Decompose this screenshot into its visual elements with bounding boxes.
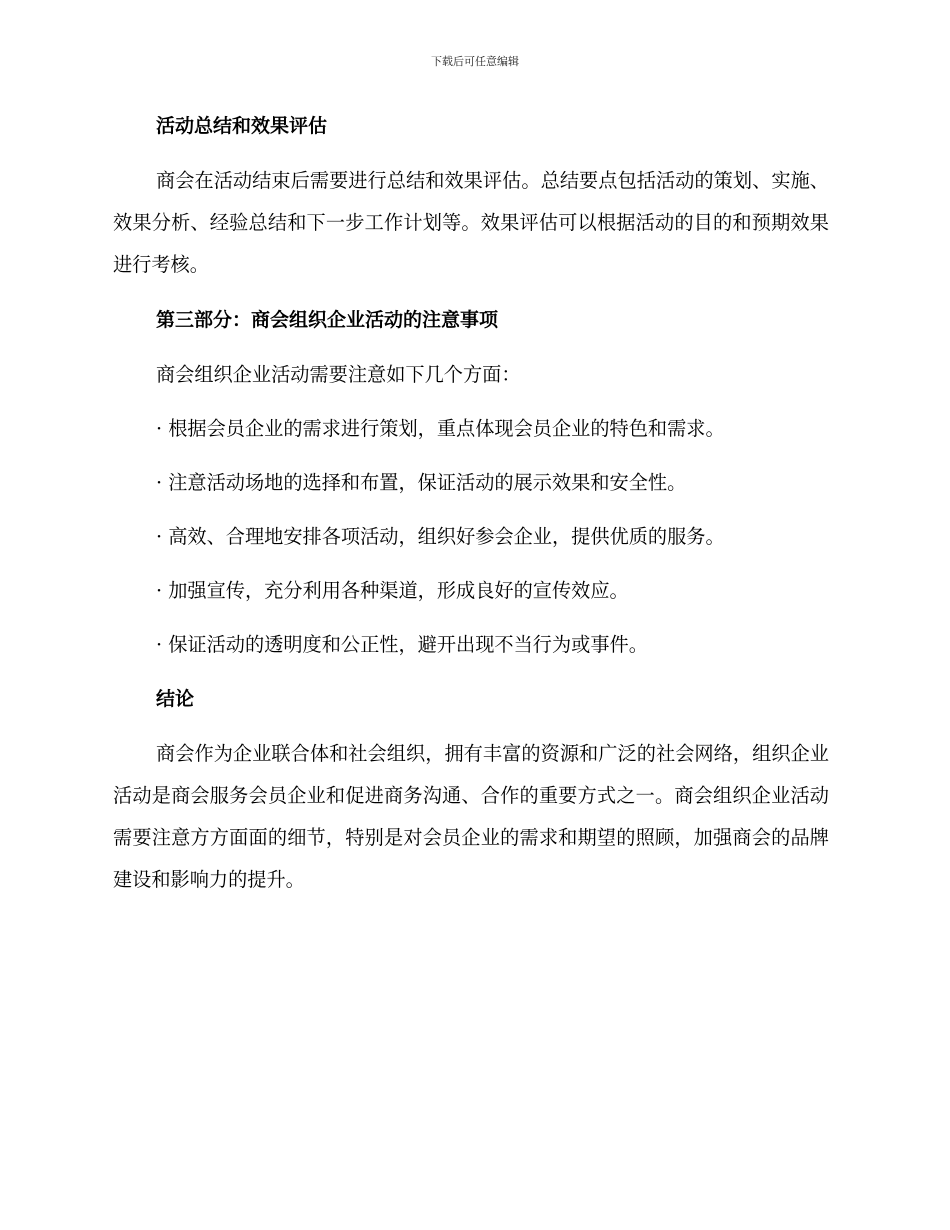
conclusion-paragraph: 商会作为企业联合体和社会组织，拥有丰富的资源和广泛的社会网络，组织企业活动是商会服务会员企业和促进商务沟通、合作的重要方式之一。商会组织企业活动需要注意方方面面的细节，特别是对会员企业的需求和期望的照顾，加强商会的品牌建设和影响力的提升。 (113, 742, 829, 891)
section-heading-conclusion: 结论 (156, 688, 195, 710)
list-item: · 加强宣传，充分利用各种渠道，形成良好的宣传效应。 (156, 579, 629, 602)
summary-paragraph: 商会在活动结束后需要进行总结和效果评估。总结要点包括活动的策划、实施、效果分析、经验总结和下一步工作计划等。效果评估可以根据活动的目的和预期效果进行考核。 (113, 169, 829, 276)
page-header: 下载后可任意编辑 (431, 55, 519, 68)
document-body (113, 111, 829, 901)
list-item: · 根据会员企业的需求进行策划，重点体现会员企业的特色和需求。 (156, 417, 725, 440)
list-item: · 注意活动场地的选择和布置，保证活动的展示效果和安全性。 (156, 471, 687, 494)
list-item: · 高效、合理地安排各项活动，组织好参会企业，提供优质的服务。 (156, 525, 725, 548)
section-heading-part3: 第三部分：商会组织企业活动的注意事项 (156, 309, 499, 331)
list-item: · 保证活动的透明度和公正性，避开出现不当行为或事件。 (156, 633, 648, 656)
part3-intro: 商会组织企业活动需要注意如下几个方面： (156, 363, 521, 386)
section-heading-summary: 活动总结和效果评估 (156, 115, 328, 137)
